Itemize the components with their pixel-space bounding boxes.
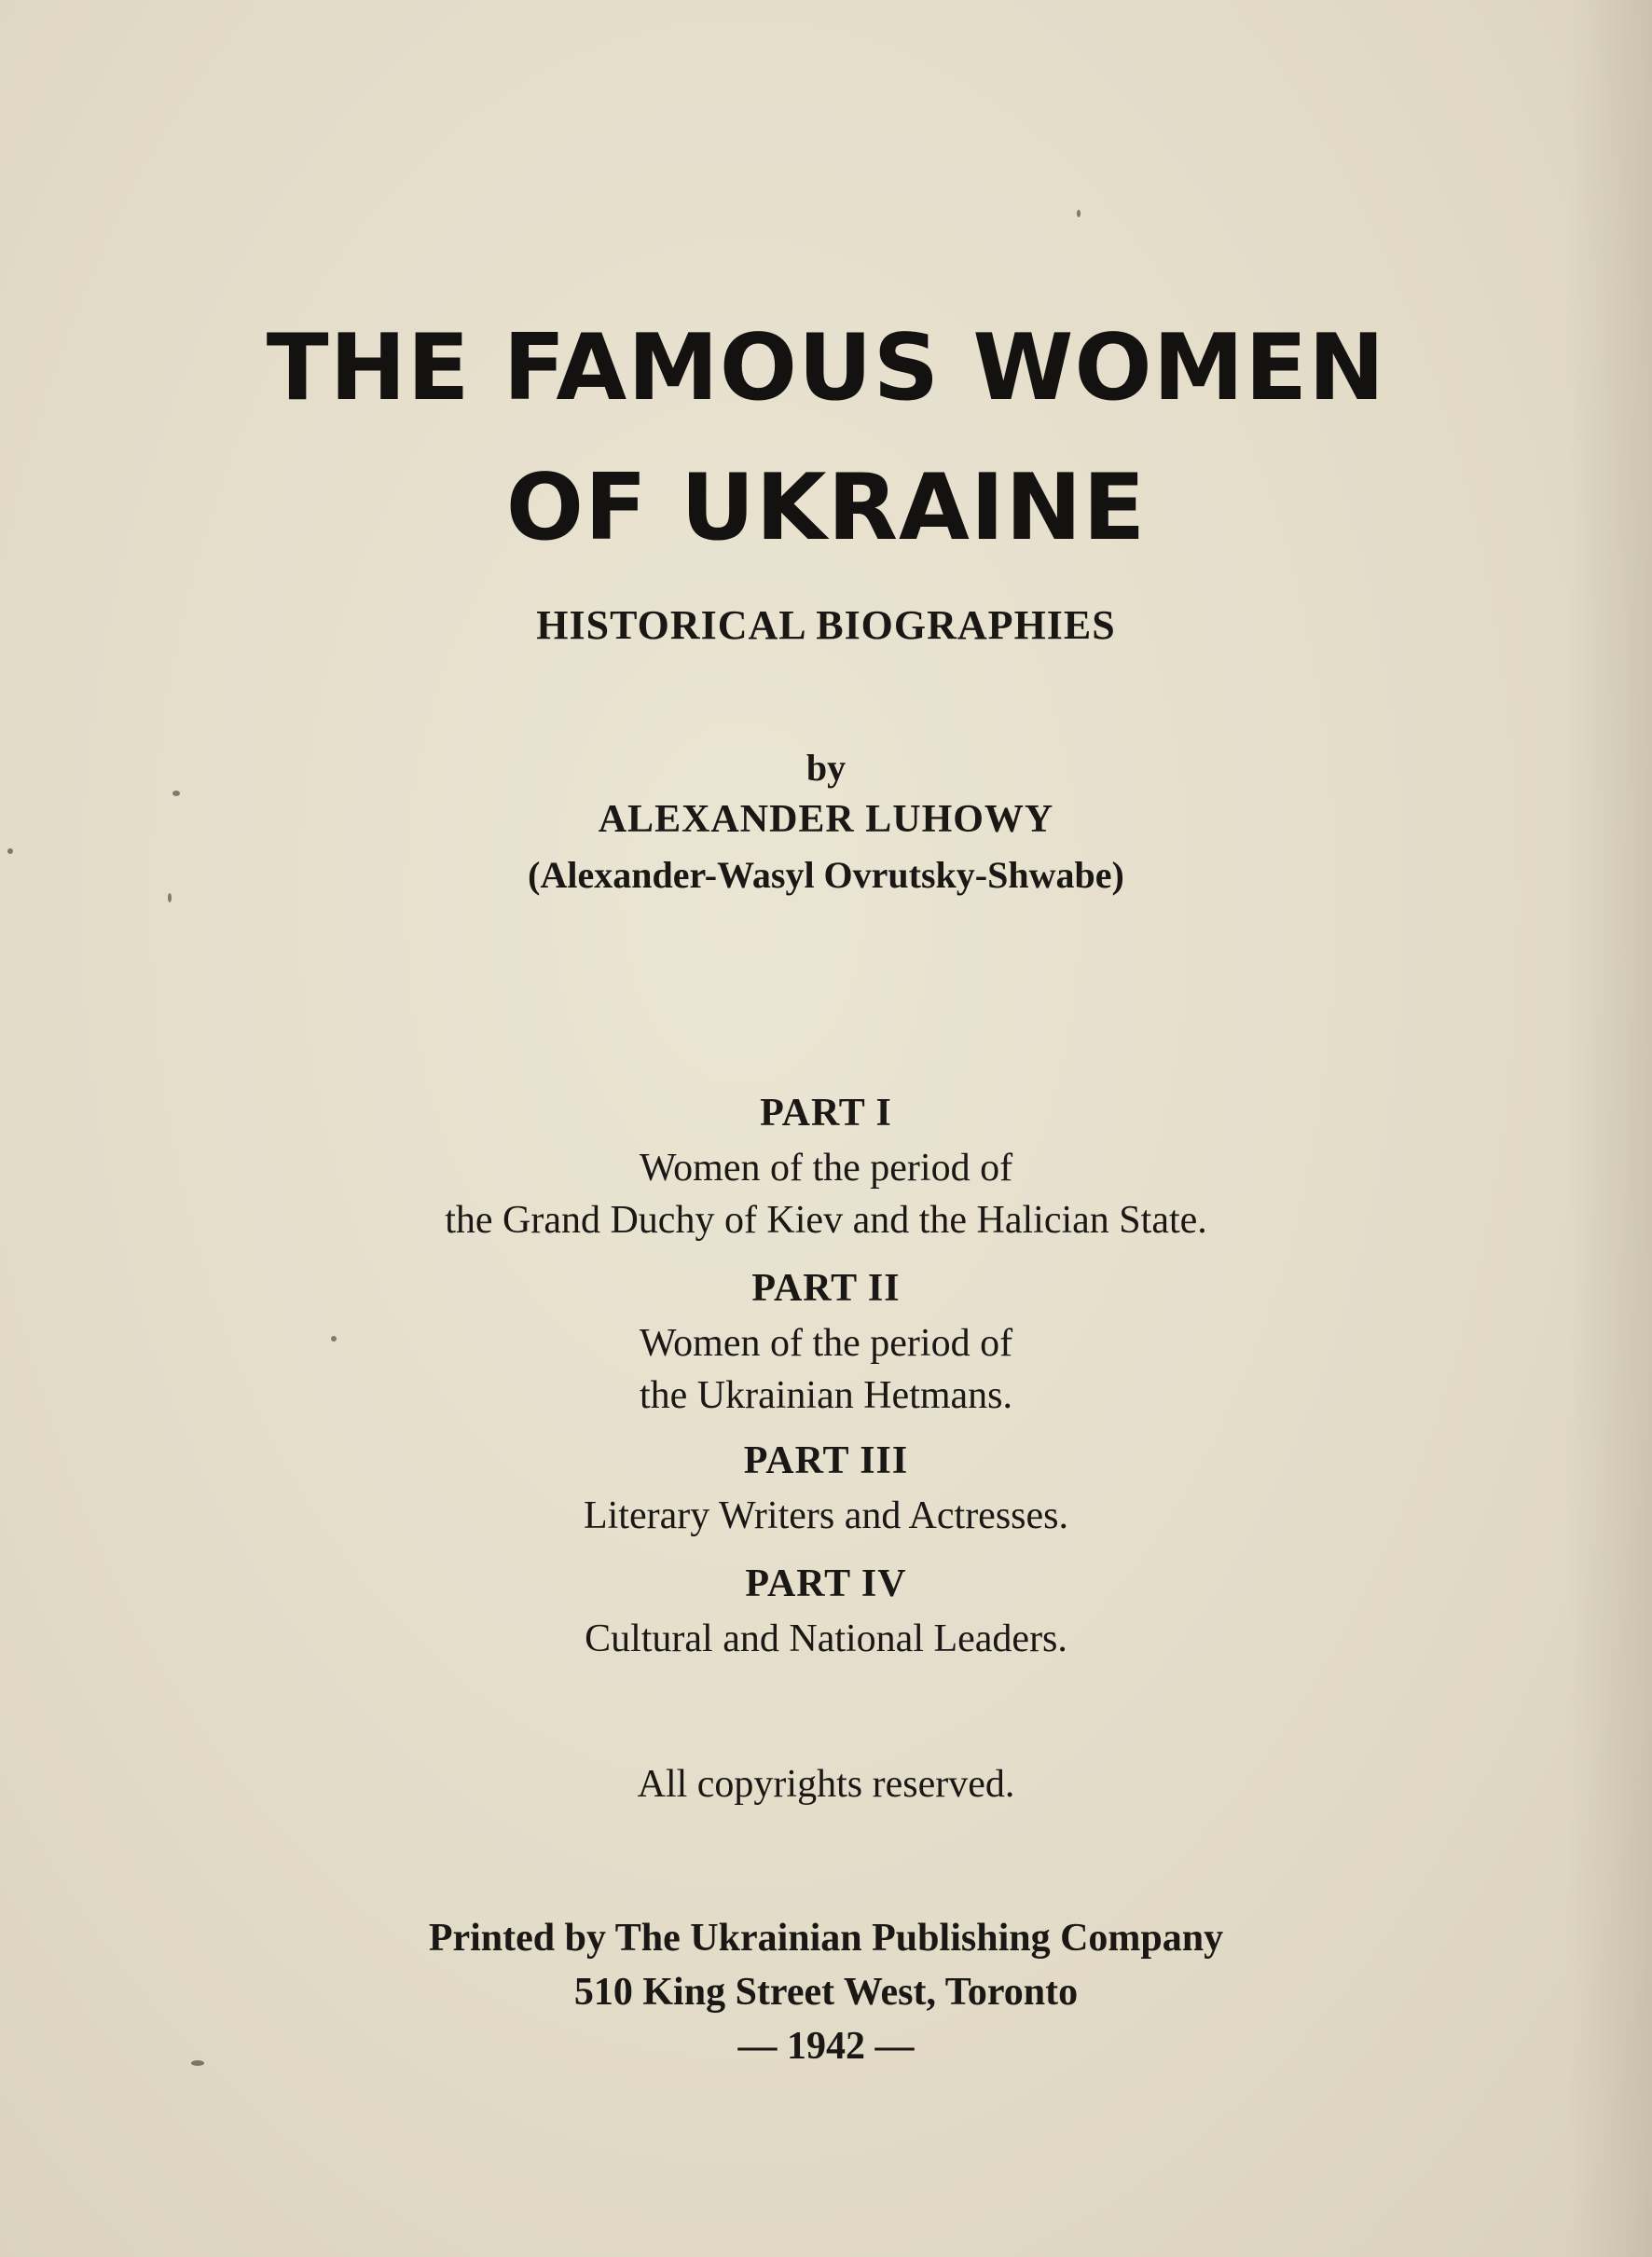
publication-year: — 1942 —: [737, 2025, 915, 2068]
part-2-line-1: Women of the period of: [639, 1322, 1013, 1365]
copyright-notice: All copyrights reserved.: [637, 1763, 1015, 1806]
book-title: [0, 298, 1652, 578]
part-1-line-1: Women of the period of: [639, 1147, 1013, 1190]
part-3-heading: PART III: [743, 1439, 909, 1482]
part-2-description: [0, 1317, 1652, 1422]
author-name: ALEXANDER LUHOWY: [598, 798, 1054, 841]
subtitle: HISTORICAL BIOGRAPHIES: [536, 602, 1116, 648]
part-2-heading: PART II: [751, 1267, 901, 1310]
part-2-line-2: the Ukrainian Hetmans.: [639, 1374, 1013, 1417]
title-line-1: THE FAMOUS WOMEN: [266, 315, 1386, 421]
byline-by: by: [805, 747, 847, 789]
printer-imprint: [0, 1911, 1652, 2073]
part-1-description: [0, 1142, 1652, 1246]
ink-speck: [1077, 210, 1081, 217]
printer-address: 510 King Street West, Toronto: [573, 1971, 1079, 2014]
part-1-line-2: the Grand Duchy of Kiev and the Halician State.: [445, 1199, 1207, 1242]
author-alternate-name: (Alexander-Wasyl Ovrutsky-Shwabe): [528, 854, 1124, 896]
part-4-line-1: Cultural and National Leaders.: [585, 1617, 1067, 1660]
part-3-line-1: Literary Writers and Actresses.: [583, 1494, 1069, 1537]
title-line-2: OF UKRAINE: [505, 455, 1147, 561]
printer-line-1: Printed by The Ukrainian Publishing Company: [428, 1917, 1224, 1960]
part-4-heading: PART IV: [745, 1562, 907, 1605]
part-1-heading: PART I: [760, 1092, 892, 1135]
ink-speck: [172, 791, 180, 796]
part-3-description: [0, 1490, 1652, 1542]
part-4-description: [0, 1613, 1652, 1665]
